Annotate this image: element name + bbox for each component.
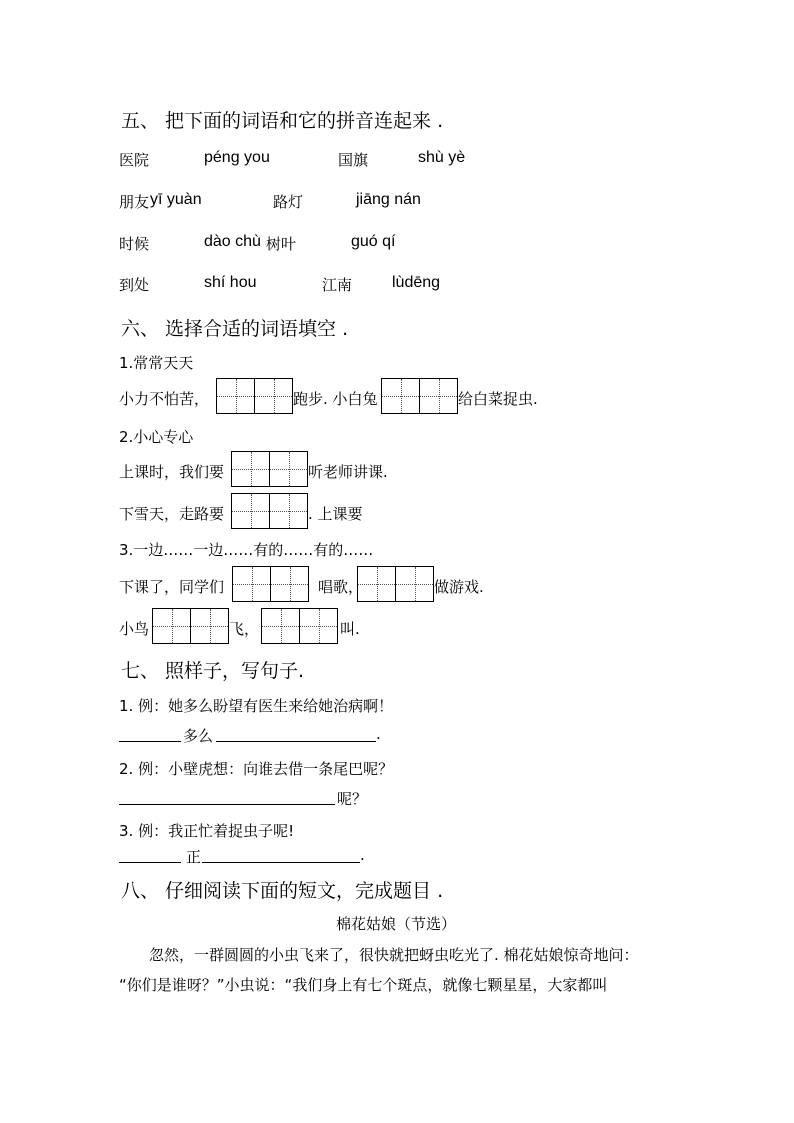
example-1: 1. 例：她多么盼望有医生来给她治病啊！	[119, 697, 394, 715]
pinyin-jiang-nan: jiāng nán	[356, 191, 421, 208]
q2-text-a: 上课时，我们要	[119, 463, 225, 481]
example-2: 2. 例：小壁虎想：向谁去借一条尾巴呢？	[119, 760, 394, 778]
word-leaves: 树叶	[266, 235, 297, 253]
word-jiangnan: 江南	[322, 276, 353, 294]
q1-answer-box-1[interactable]	[216, 378, 293, 414]
pinyin-lu-deng: lùdēng	[392, 274, 441, 291]
q2-answer-box-1[interactable]	[231, 451, 308, 487]
example-3-fill-word: 正	[186, 848, 202, 866]
q3-answer-box-2[interactable]	[357, 566, 434, 602]
example-1-blank-1[interactable]	[119, 741, 181, 742]
q2-label: 2.小心专心	[119, 428, 194, 446]
example-3-end: .	[360, 846, 365, 864]
q3-answer-box-4[interactable]	[261, 608, 338, 644]
example-1-blank-2[interactable]	[216, 741, 376, 742]
example-3: 3. 例：我正忙着捉虫子呢!	[119, 822, 295, 840]
word-time: 时候	[119, 235, 150, 253]
word-friend: 朋友	[119, 193, 150, 211]
q1-text-a: 小力不怕苦，	[119, 390, 210, 408]
example-2-end: 呢？	[337, 790, 368, 808]
section-7-title: 七、 照样子，写句子.	[121, 660, 305, 682]
q1-answer-box-2[interactable]	[381, 378, 458, 414]
passage-line-1: 忽然，一群圆圆的小虫飞来了，很快就把蚜虫吃光了. 棉花姑娘惊奇地问：	[149, 946, 639, 964]
example-1-fill-word: 多么	[183, 727, 214, 745]
q3-text-a: 下课了，同学们	[119, 578, 225, 596]
q3-answer-box-3[interactable]	[152, 608, 229, 644]
q3-text-f: 叫.	[340, 620, 360, 638]
q2-text-d: . 上课要	[308, 505, 363, 523]
pinyin-guo-qi: guó qí	[351, 233, 396, 250]
word-hospital: 医院	[119, 151, 150, 169]
example-1-end: .	[376, 725, 381, 743]
word-national-flag: 国旗	[338, 151, 369, 169]
pinyin-shi-hou: shí hou	[204, 274, 257, 291]
q1-text-c: 给白菜捉虫.	[458, 390, 538, 408]
q3-text-b: 唱歌，	[318, 578, 364, 596]
q2-text-c: 下雪天，走路要	[119, 505, 225, 523]
example-3-blank-2[interactable]	[202, 862, 360, 863]
pinyin-shu-ye: shù yè	[418, 149, 466, 166]
passage-line-2: “你们是谁呀？”小虫说：“我们身上有七个斑点，就像七颗星星，大家都叫	[119, 976, 608, 994]
word-everywhere: 到处	[119, 276, 150, 294]
section-8-title: 八、 仔细阅读下面的短文，完成题目 .	[121, 880, 444, 902]
q1-label: 1.常常天天	[119, 354, 194, 372]
word-street-lamp: 路灯	[273, 193, 304, 211]
q3-text-e: 飞，	[229, 620, 260, 638]
pinyin-peng-you: péng you	[204, 149, 270, 166]
passage-title: 棉花姑娘（节选）	[336, 915, 457, 933]
q3-text-d: 小鸟	[119, 620, 150, 638]
q3-answer-box-1[interactable]	[232, 566, 309, 602]
pinyin-dao-chu: dào chù	[204, 233, 261, 250]
q2-text-b: 听老师讲课.	[308, 463, 388, 481]
q3-text-c: 做游戏.	[434, 578, 484, 596]
q1-text-b: 跑步. 小白兔	[293, 390, 378, 408]
section-5-title: 五、 把下面的词语和它的拼音连起来 .	[121, 110, 444, 132]
section-6-title: 六、 选择合适的词语填空 .	[121, 318, 349, 340]
pinyin-yi-yuan: yī yuàn	[150, 191, 202, 208]
example-3-blank-1[interactable]	[119, 862, 181, 863]
example-2-blank[interactable]	[119, 804, 335, 805]
q2-answer-box-2[interactable]	[231, 493, 308, 529]
q3-label: 3.一边……一边……有的……有的……	[119, 541, 374, 559]
